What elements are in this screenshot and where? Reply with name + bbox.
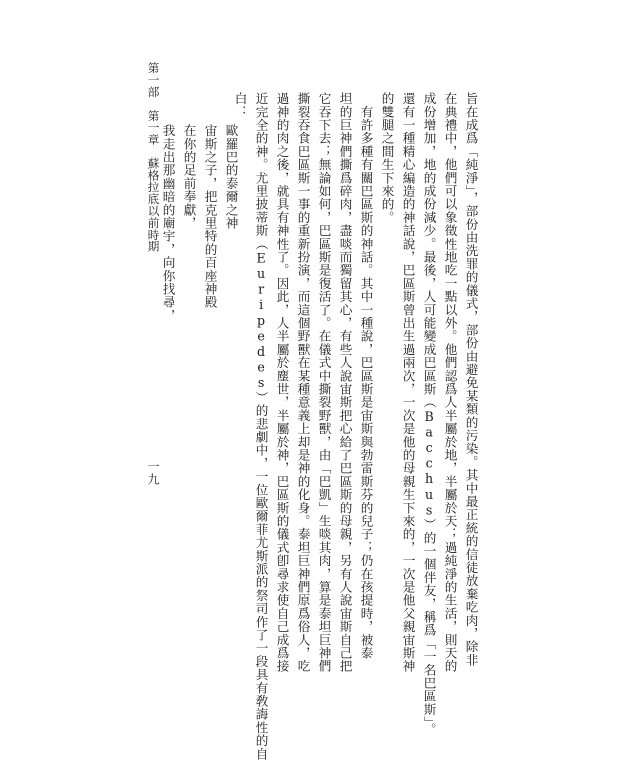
running-header: 第一部 第一章 蘇格拉底以前時期 [146,62,161,253]
body-column: 它吞下去；無論如何，巴區斯是復活了。在儀式中撕裂野獸，由「巴凱」生啖其肉，算是泰坦巨神們 [316,92,332,673]
body-column: 還有一種精心編造的神話說，巴區斯曾出生過兩次，一次是他的母親生下來的，一次是他父親宙斯神 [400,92,416,673]
body-column: 有許多種有關巴區斯的神話。其中一種說，巴區斯是宙斯與勃雷斯芬的兒子；仍在孩提時，被泰 [358,92,374,660]
body-column: 成份增加，地的成份減少。最後，人可能變成巴區斯（Bacchus）的一個伴友，稱爲「一名巴區斯」。 [421,92,437,737]
page-number: 一九 [146,460,160,486]
verse-line: 我走出那幽暗的廟宇，向你找尋， [160,124,176,322]
body-column: 坦的巨神們撕爲碎肉，盡啖而獨留其心，有些人說宙斯把心給了巴區斯的母親，另有人說宙斯自己把 [337,92,353,673]
verse-line: 歐羅巴的泰爾之神 [223,124,239,230]
body-column: 過神的肉之後，就具有神性了。因此，人半屬於塵世，半屬於神，巴區斯的儀式卽尋求使自己成爲接 [274,92,290,673]
body-column: 旨在成爲「純淨」，部份由洗罪的儀式，部份由避免某類的污染。其中最正統的信徒放棄吃肉，除非 [463,92,479,667]
body-column: 的雙腿之間生下來的。 [379,92,395,224]
body-column: 在典禮中，他們可以象徵性地吃一點以外。他們認爲人半屬於地，半屬於天；過純淨的生活，則天的 [442,92,458,673]
verse-line: 在你的足前奉獻， [181,124,197,230]
verse-line: 宙斯之子，把克里特的百座神殿 [202,124,218,309]
body-column: 白： [232,92,248,119]
body-column: 近完全的神。尤里披蒂斯（Euripedes）的悲劇中，一位歐爾菲尤斯派的祭司作了一段具有敎誨性的自 [253,92,269,760]
body-column: 撕裂吞食巴區斯一事的重新扮演，而這個野獸在某種意義上却是神的化身。泰坦巨神們原爲俗人，吃 [295,92,311,673]
